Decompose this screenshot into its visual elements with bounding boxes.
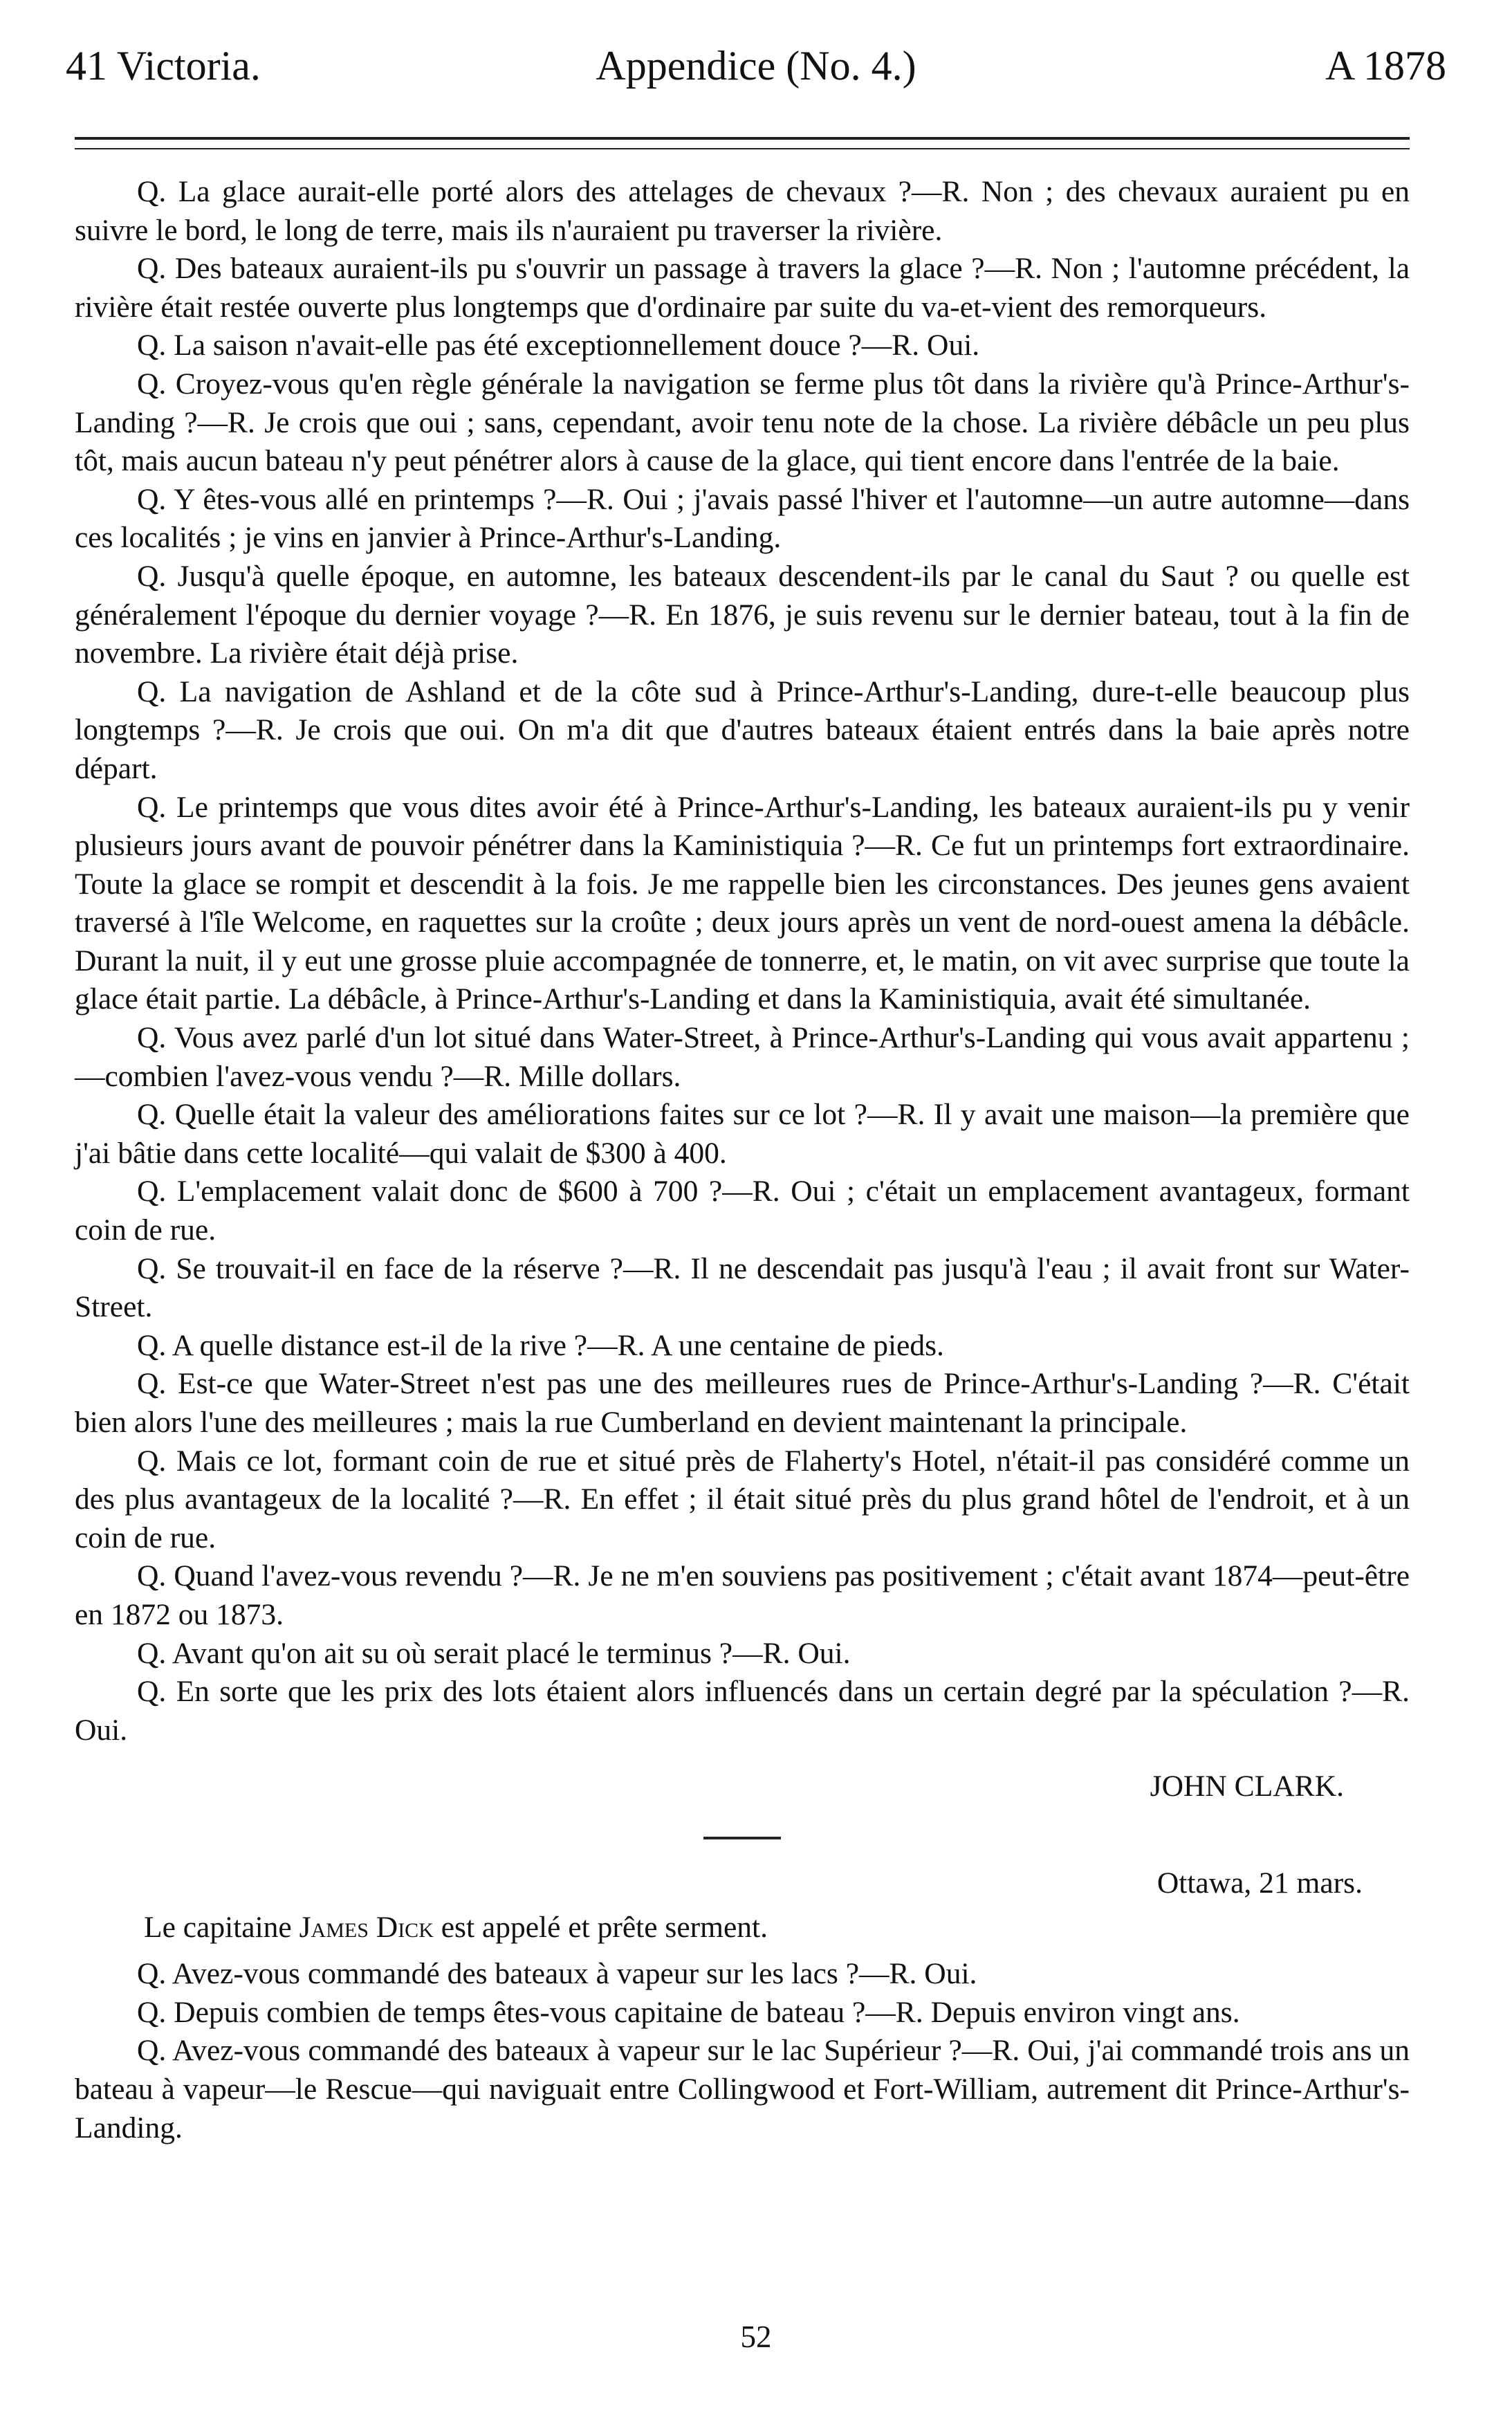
witness-name: James Dick <box>299 1910 434 1944</box>
page-number: 52 <box>740 2320 772 2354</box>
testimony-paragraph: Q. Vous avez parlé d'un lot situé dans Water-Street, à Prince-Arthur's-Landing qui vous avait appartenu ;—combien l'avez-vous vendu ?—R. Mille dollars. <box>75 1021 1410 1093</box>
testimony-paragraph: Q. Se trouvait-il en face de la réserve ?—R. Il ne descendait pas jusqu'à l'eau ; il avait front sur Water-Street. <box>75 1251 1410 1324</box>
testimony-paragraph: Q. La navigation de Ashland et de la côte sud à Prince-Arthur's-Landing, dure-t-elle beaucoup plus longtemps ?—R. Je crois que oui. On m'a dit que d'autres bateaux étaient entrés dans la baie après notre départ. <box>75 674 1410 785</box>
testimony-paragraph: Q. Quand l'avez-vous revendu ?—R. Je ne m'en souviens pas positivement ; c'était avant 1874—peut-être en 1872 ou 1873. <box>75 1559 1410 1631</box>
testimony-paragraph: Q. Avant qu'on ait su où serait placé le terminus ?—R. Oui. <box>137 1636 851 1670</box>
intro-after: est appelé et prête serment. <box>441 1910 768 1944</box>
testimony-paragraph: Q. L'emplacement valait donc de $600 à 700 ?—R. Oui ; c'était un emplacement avantageux, formant coin de rue. <box>75 1175 1410 1247</box>
header-left: 41 Victoria. <box>66 43 261 89</box>
testimony-paragraph: Q. La glace aurait-elle porté alors des attelages de chevaux ?—R. Non ; des chevaux auraient pu en suivre le bord, le long de terre, mais ils n'auraient pu traverser la rivière. <box>75 175 1410 247</box>
testimony-paragraph: Q. La saison n'avait-elle pas été exceptionnellement douce ?—R. Oui. <box>137 329 980 362</box>
testimony-paragraph: Q. A quelle distance est-il de la rive ?—R. A une centaine de pieds. <box>137 1328 944 1362</box>
testimony-paragraph: Q. Mais ce lot, formant coin de rue et situé près de Flaherty's Hotel, n'était-il pas considéré comme un des plus avantageux de la localité ?—R. En effet ; il était situé près du plus grand hôtel de l'endroit, et à un coin de rue. <box>75 1444 1410 1554</box>
testimony-paragraph: Q. Jusqu'à quelle époque, en automne, les bateaux descendent-ils par le canal du Saut ? ou quelle est généralement l'époque du dernier voyage ?—R. En 1876, je suis revenu sur le dernier bateau, tout à la fin de novembre. La rivière était déjà prise. <box>75 559 1410 670</box>
testimony-body <box>75 173 1410 2147</box>
witness-signature: JOHN CLARK. <box>1150 1770 1344 1803</box>
intro-before: Le capitaine <box>144 1910 292 1944</box>
testimony-paragraph: Q. Depuis combien de temps êtes-vous capitaine de bateau ?—R. Depuis environ vingt ans. <box>137 1995 1240 2029</box>
testimony-paragraph: Q. Y êtes-vous allé en printemps ?—R. Oui ; j'avais passé l'hiver et l'automne—un autre automne—dans ces localités ; je vins en janvier à Prince-Arthur's-Landing. <box>75 482 1410 555</box>
testimony-paragraph: Q. Avez-vous commandé des bateaux à vapeur sur le lac Supérieur ?—R. Oui, j'ai commandé trois ans un bateau à vapeur—le Rescue—qui naviguait entre Collingwood et Fort-William, autrement dit Prince-Arthur's-Landing. <box>75 2034 1410 2145</box>
header-right: A 1878 <box>1325 43 1446 89</box>
testimony-paragraph: Q. Croyez-vous qu'en règle générale la navigation se ferme plus tôt dans la rivière qu'à Prince-Arthur's-Landing ?—R. Je crois que oui ; sans, cependant, avoir tenu note de la chose. La rivière débâcle un peu plus tôt, mais aucun bateau n'y peut pénétrer alors à cause de la glace, qui tient encore dans l'entrée de la baie. <box>75 367 1410 478</box>
testimony-paragraph: Q. Est-ce que Water-Street n'est pas une des meilleures rues de Prince-Arthur's-Landing ?—R. C'était bien alors l'une des meilleures ; mais la rue Cumberland en devient maintenant la principale. <box>75 1367 1410 1439</box>
header-center: Appendice (No. 4.) <box>596 43 916 89</box>
session-date: Ottawa, 21 mars. <box>1156 1866 1363 1900</box>
section-divider <box>703 1837 781 1839</box>
testimony-paragraph: Q. Quelle était la valeur des améliorations faites sur ce lot ?—R. Il y avait une maison—la première que j'ai bâtie dans cette localité—qui valait de $300 à 400. <box>75 1098 1410 1170</box>
testimony-paragraph: Q. Avez-vous commandé des bateaux à vapeur sur les lacs ?—R. Oui. <box>137 1957 977 1991</box>
witness-intro <box>75 1909 1410 1947</box>
testimony-paragraph: Q. Le printemps que vous dites avoir été à Prince-Arthur's-Landing, les bateaux auraient-ils pu y venir plusieurs jours avant de pouvoir pénétrer dans la Kaministiquia ?—R. Ce fut un printemps fort extraordinaire. Toute la glace se rompit et descendit à la fois. Je me rappelle bien les circonstances. Des jeunes gens avaient traversé à l'île Welcome, en raquettes sur la croûte ; deux jours après un vent de nord-ouest amena la débâcle. Durant la nuit, il y eut une grosse pluie accompagnée de tonnerre, et, le matin, on vit avec surprise que toute la glace était partie. La débâcle, à Prince-Arthur's-Landing et dans la Kaministiquia, avait été simultanée. <box>75 790 1410 1016</box>
running-header <box>66 35 1446 97</box>
header-rule <box>75 137 1410 149</box>
testimony-paragraph: Q. Des bateaux auraient-ils pu s'ouvrir un passage à travers la glace ?—R. Non ; l'automne précédent, la rivière était restée ouverte plus longtemps que d'ordinaire par suite du va-et-vient des remorqueurs. <box>75 252 1410 324</box>
testimony-paragraph: Q. En sorte que les prix des lots étaient alors influencés dans un certain degré par la spéculation ?—R. Oui. <box>75 1675 1410 1747</box>
